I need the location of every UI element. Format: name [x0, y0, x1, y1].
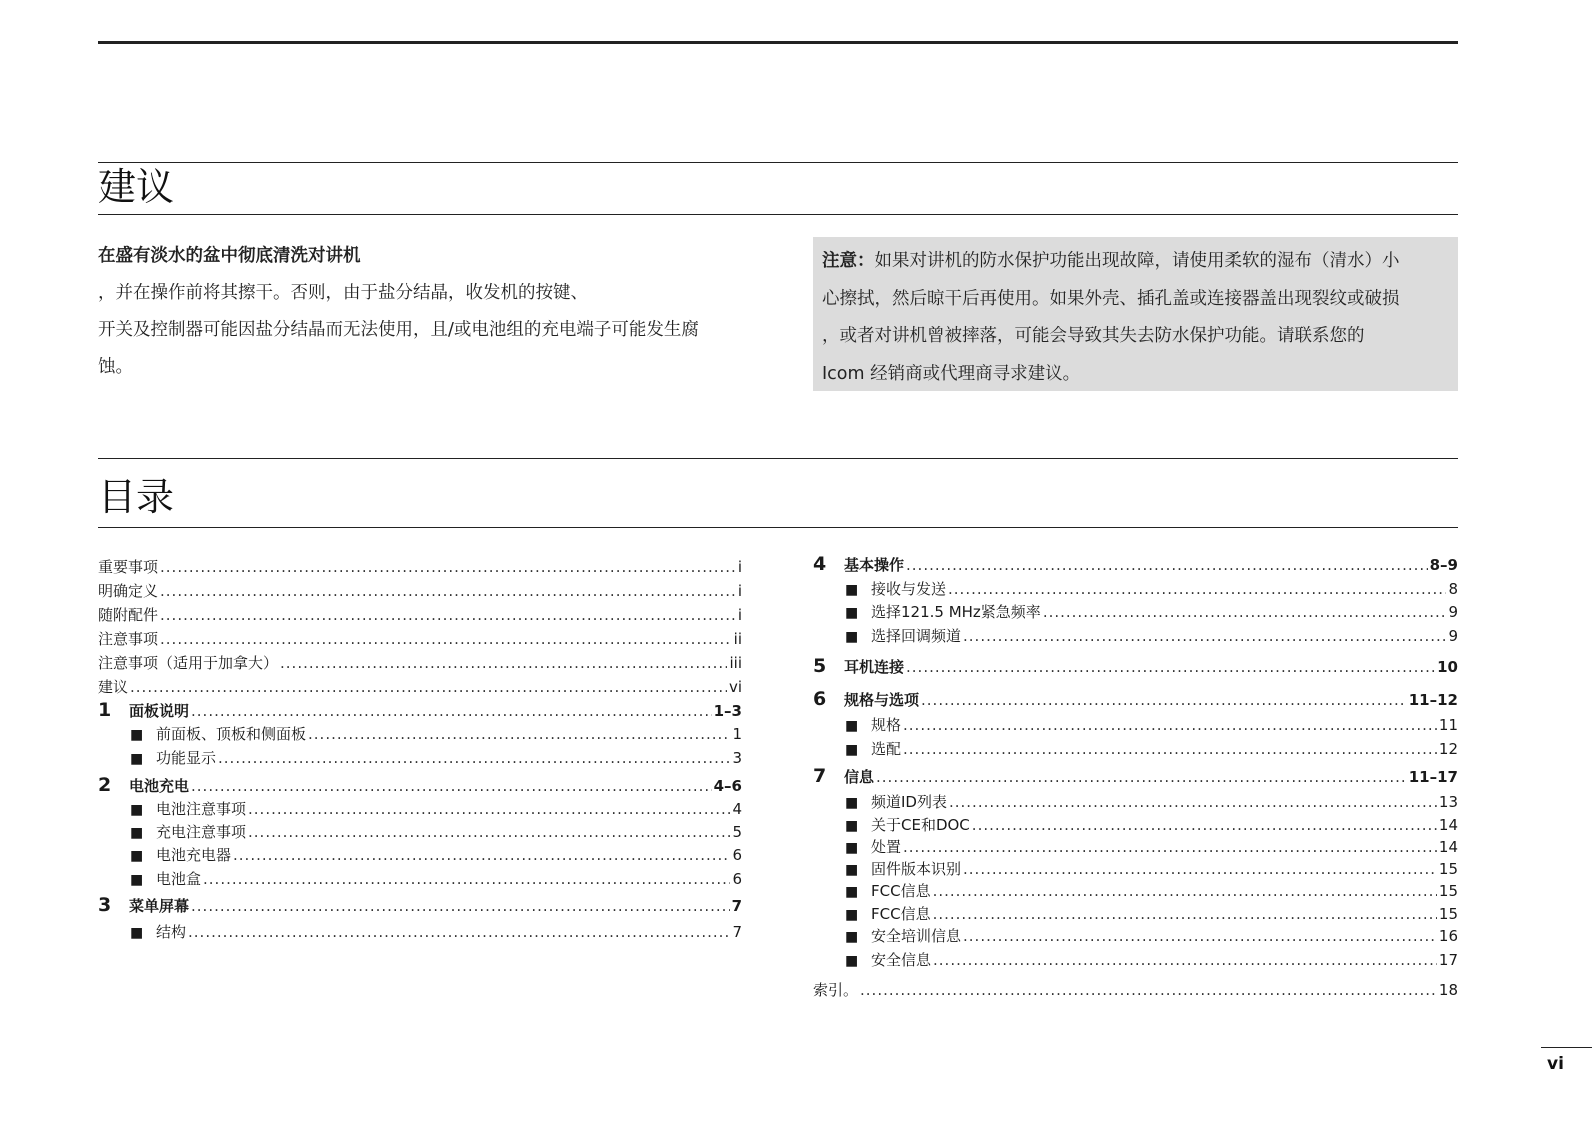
toc-dot-leader: [876, 768, 1407, 786]
square-bullet-icon: ■: [845, 742, 859, 758]
toc-dot-leader: [906, 658, 1435, 676]
toc-entry-label: 选择121.5 MHz紧急频率: [871, 603, 1041, 621]
toc-entry-page: 8: [1448, 580, 1458, 598]
toc-chapter-number: 5: [813, 655, 827, 677]
toc-entry[interactable]: [98, 580, 742, 602]
toc-entry-label: 菜单屏幕: [129, 897, 190, 915]
toc-entry-label: 接收与发送: [871, 580, 947, 598]
toc-dot-leader: [203, 870, 730, 888]
toc-chapter-number: 4: [813, 553, 827, 575]
toc-entry-page: 11–17: [1408, 768, 1458, 786]
toc-dot-leader: [1043, 603, 1447, 621]
toc-chapter-number: 1: [98, 699, 112, 721]
square-bullet-icon: ■: [845, 718, 859, 734]
header-rule: [98, 41, 1458, 44]
toc-dot-leader: [160, 582, 736, 600]
toc-dot-leader: [903, 838, 1437, 856]
toc-entry-page: 15: [1438, 905, 1458, 923]
toc-dot-leader: [948, 580, 1446, 598]
toc-entry-label: 电池充电器: [156, 846, 232, 864]
toc-chapter-entry[interactable]: [98, 699, 742, 721]
toc-dot-leader: [963, 627, 1446, 645]
square-bullet-icon: ■: [845, 907, 859, 923]
toc-entry-page: iii: [729, 654, 742, 672]
page-number-rule: [1541, 1047, 1592, 1048]
square-bullet-icon: ■: [845, 795, 859, 811]
toc-chapter-entry[interactable]: [98, 774, 742, 796]
advice-top-rule: [98, 162, 1458, 163]
square-bullet-icon: ■: [130, 925, 144, 941]
toc-entry-page: 11–12: [1408, 691, 1458, 709]
toc-subsection-entry[interactable]: [130, 868, 742, 890]
toc-entry-page: 15: [1438, 882, 1458, 900]
toc-entry[interactable]: [813, 979, 1458, 1001]
toc-dot-leader: [308, 725, 730, 743]
toc-entry-label: 注意事项（适用于加拿大）: [98, 654, 279, 672]
toc-dot-leader: [191, 777, 712, 795]
toc-dot-leader: [921, 691, 1407, 709]
toc-entry[interactable]: [98, 676, 742, 698]
toc-dot-leader: [949, 793, 1437, 811]
toc-left-column: [98, 556, 742, 956]
toc-entry-label: 基本操作: [844, 556, 905, 574]
toc-subsection-entry[interactable]: [845, 949, 1458, 971]
toc-dot-leader: [903, 740, 1437, 758]
advice-text: [98, 238, 748, 386]
toc-entry-label: FCC信息: [871, 882, 931, 900]
advice-heading: 建议: [98, 165, 175, 209]
toc-entry-label: 关于CE和DOC: [871, 816, 970, 834]
toc-subsection-entry[interactable]: [130, 821, 742, 843]
toc-subsection-entry[interactable]: [845, 814, 1458, 836]
square-bullet-icon: ■: [845, 582, 859, 598]
toc-subsection-entry[interactable]: [845, 903, 1458, 925]
toc-dot-leader: [906, 556, 1428, 574]
toc-entry-page: i: [737, 558, 742, 576]
toc-dot-leader: [860, 981, 1437, 999]
toc-entry-label: 安全信息: [871, 951, 932, 969]
toc-entry-label: 结构: [156, 923, 187, 941]
square-bullet-icon: ■: [130, 872, 144, 888]
toc-entry-label: FCC信息: [871, 905, 931, 923]
toc-entry-label: 规格与选项: [844, 691, 920, 709]
toc-entry-label: 建议: [98, 678, 129, 696]
toc-entry-page: 6: [732, 846, 742, 864]
toc-subsection-entry[interactable]: [845, 858, 1458, 880]
toc-entry-page: 3: [732, 749, 742, 767]
toc-entry-page: ii: [733, 630, 742, 648]
toc-entry-page: 7: [732, 923, 742, 941]
toc-subsection-entry[interactable]: [130, 798, 742, 820]
caution-line: 如果对讲机的防水保护功能出现故障，请使用柔软的湿布（清水）小: [874, 251, 1400, 271]
advice-line: ，并在操作前将其擦干。否则，由于盐分结晶，收发机的按键、: [98, 283, 588, 303]
toc-dot-leader: [280, 654, 727, 672]
advice-line: 开关及控制器可能因盐分结晶而无法使用，且/或电池组的充电端子可能发生腐: [98, 320, 699, 340]
toc-dot-leader: [248, 823, 730, 841]
toc-entry-page: 8–9: [1429, 556, 1458, 574]
toc-entry[interactable]: [98, 652, 742, 674]
toc-entry-label: 注意事项: [98, 630, 159, 648]
caution-note-box: [813, 237, 1458, 391]
toc-entry-label: 固件版本识别: [871, 860, 962, 878]
toc-chapter-entry[interactable]: [813, 655, 1458, 677]
toc-dot-leader: [160, 630, 732, 648]
toc-entry-page: 9: [1448, 603, 1458, 621]
toc-chapter-number: 2: [98, 774, 112, 796]
caution-lead: 注意：: [822, 251, 875, 271]
toc-dot-leader: [972, 816, 1437, 834]
toc-chapter-number: 6: [813, 688, 827, 710]
toc-right-column: [813, 555, 1458, 1015]
toc-entry-page: i: [737, 606, 742, 624]
toc-entry-label: 处置: [871, 838, 902, 856]
toc-heading: 目录: [98, 475, 175, 519]
toc-entry-label: 明确定义: [98, 582, 159, 600]
toc-chapter-number: 3: [98, 894, 112, 916]
advice-bottom-rule: [98, 214, 1458, 215]
toc-chapter-entry[interactable]: [813, 765, 1458, 787]
toc-entry-label: 电池充电: [129, 777, 190, 795]
toc-chapter-entry[interactable]: [98, 894, 742, 916]
toc-entry-page: 4–6: [713, 777, 742, 795]
toc-entry-page: 1–3: [713, 702, 742, 720]
toc-entry-page: 6: [732, 870, 742, 888]
toc-dot-leader: [160, 558, 736, 576]
toc-subsection-entry[interactable]: [845, 714, 1458, 736]
toc-subsection-entry[interactable]: [130, 747, 742, 769]
square-bullet-icon: ■: [845, 818, 859, 834]
toc-entry-page: 12: [1438, 740, 1458, 758]
square-bullet-icon: ■: [845, 840, 859, 856]
toc-subsection-entry[interactable]: [845, 601, 1458, 623]
toc-dot-leader: [191, 897, 730, 915]
toc-entry-page: 11: [1438, 716, 1458, 734]
toc-entry-label: 前面板、顶板和侧面板: [156, 725, 307, 743]
toc-entry-page: 1: [732, 725, 742, 743]
toc-chapter-number: 7: [813, 765, 827, 787]
toc-entry-label: 面板说明: [129, 702, 190, 720]
toc-entry-page: 15: [1438, 860, 1458, 878]
toc-entry-label: 功能显示: [156, 749, 217, 767]
advice-line: 蚀。: [98, 357, 133, 377]
square-bullet-icon: ■: [130, 727, 144, 743]
toc-dot-leader: [160, 606, 736, 624]
toc-entry-label: 耳机连接: [844, 658, 905, 676]
toc-entry-label: 规格: [871, 716, 902, 734]
toc-entry[interactable]: [98, 604, 742, 626]
toc-entry[interactable]: [98, 556, 742, 578]
toc-dot-leader: [188, 923, 730, 941]
toc-dot-leader: [933, 905, 1437, 923]
page-number: vi: [1547, 1054, 1564, 1074]
toc-entry-page: 7: [731, 897, 742, 915]
toc-entry-label: 选择回调频道: [871, 627, 962, 645]
caution-line: 心擦拭，然后晾干后再使用。如果外壳、插孔盖或连接器盖出现裂纹或破损: [822, 288, 1400, 309]
toc-subsection-entry[interactable]: [130, 921, 742, 943]
toc-entry-page: 14: [1438, 816, 1458, 834]
toc-entry-label: 频道ID列表: [871, 793, 947, 811]
toc-entry-page: i: [737, 582, 742, 600]
caution-line: ，或者对讲机曾被摔落，可能会导致其失去防水保护功能。请联系您的: [822, 326, 1365, 346]
toc-entry-label: 信息: [844, 768, 875, 786]
toc-bottom-rule: [98, 527, 1458, 528]
square-bullet-icon: ■: [130, 825, 144, 841]
square-bullet-icon: ■: [845, 953, 859, 969]
toc-dot-leader: [933, 951, 1437, 969]
square-bullet-icon: ■: [130, 751, 144, 767]
toc-dot-leader: [218, 749, 730, 767]
toc-entry-label: 电池注意事项: [156, 800, 247, 818]
toc-chapter-entry[interactable]: [813, 553, 1458, 575]
toc-entry-page: 4: [732, 800, 742, 818]
toc-entry-label: 选配: [871, 740, 902, 758]
toc-dot-leader: [963, 927, 1437, 945]
square-bullet-icon: ■: [845, 884, 859, 900]
toc-entry-page: 18: [1438, 981, 1458, 999]
toc-dot-leader: [130, 678, 727, 696]
toc-subsection-entry[interactable]: [845, 925, 1458, 947]
toc-entry[interactable]: [98, 628, 742, 650]
toc-entry-page: 9: [1448, 627, 1458, 645]
toc-subsection-entry[interactable]: [845, 791, 1458, 813]
toc-subsection-entry[interactable]: [845, 738, 1458, 760]
toc-entry-page: 10: [1437, 658, 1458, 676]
toc-entry-label: 重要事项: [98, 558, 159, 576]
toc-top-rule: [98, 458, 1458, 459]
toc-dot-leader: [933, 882, 1437, 900]
toc-subsection-entry[interactable]: [845, 880, 1458, 902]
toc-entry-label: 安全培训信息: [871, 927, 962, 945]
toc-subsection-entry[interactable]: [130, 844, 742, 866]
toc-dot-leader: [233, 846, 730, 864]
toc-dot-leader: [248, 800, 730, 818]
square-bullet-icon: ■: [845, 605, 859, 621]
toc-dot-leader: [191, 702, 712, 720]
square-bullet-icon: ■: [845, 862, 859, 878]
square-bullet-icon: ■: [130, 848, 144, 864]
square-bullet-icon: ■: [130, 802, 144, 818]
toc-entry-label: 随附配件: [98, 606, 159, 624]
toc-dot-leader: [963, 860, 1437, 878]
square-bullet-icon: ■: [845, 929, 859, 945]
toc-entry-page: 14: [1438, 838, 1458, 856]
toc-chapter-entry[interactable]: [813, 688, 1458, 710]
advice-bold-line: 在盛有淡水的盆中彻底清洗对讲机: [98, 246, 361, 266]
toc-entry-page: 5: [732, 823, 742, 841]
toc-entry-page: 16: [1438, 927, 1458, 945]
toc-entry-page: 13: [1438, 793, 1458, 811]
toc-entry-page: vi: [728, 678, 742, 696]
toc-entry-label: 电池盒: [156, 870, 202, 888]
caution-line: Icom 经销商或代理商寻求建议。: [822, 363, 1081, 384]
square-bullet-icon: ■: [845, 629, 859, 645]
toc-subsection-entry[interactable]: [845, 625, 1458, 647]
toc-dot-leader: [903, 716, 1437, 734]
toc-subsection-entry[interactable]: [845, 836, 1458, 858]
toc-subsection-entry[interactable]: [845, 578, 1458, 600]
toc-entry-page: 17: [1438, 951, 1458, 969]
toc-entry-label: 索引。: [813, 981, 859, 999]
toc-entry-label: 充电注意事项: [156, 823, 247, 841]
toc-subsection-entry[interactable]: [130, 723, 742, 745]
